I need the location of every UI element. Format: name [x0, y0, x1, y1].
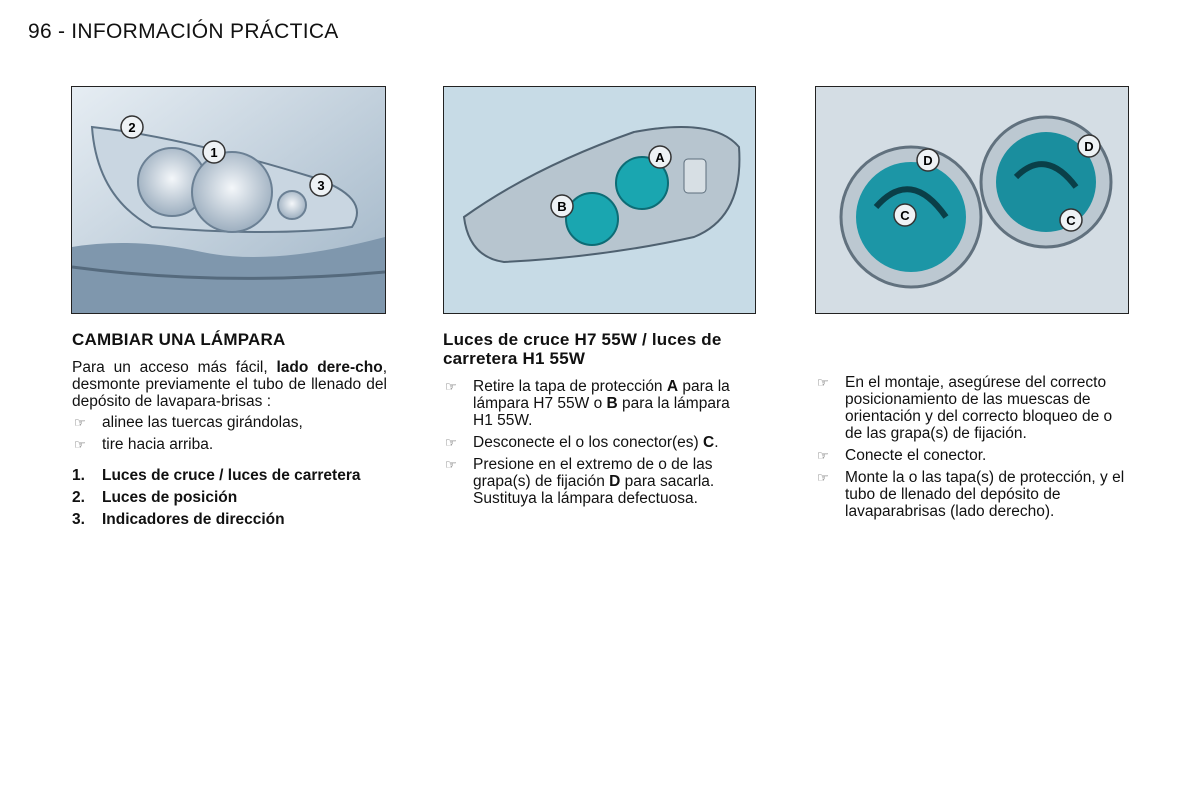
pointing-hand-icon: ☞: [817, 470, 829, 485]
list-item-text: Conecte el conector.: [845, 447, 987, 464]
list-item-text: Desconecte el o los conector(es): [473, 434, 704, 451]
intro-text: Para un acceso más fácil,: [72, 359, 277, 376]
pointing-hand-icon: ☞: [445, 379, 457, 394]
legend-item: [72, 489, 387, 506]
legend-item: [72, 467, 387, 484]
column-change-lamp: [72, 330, 387, 533]
headlamp-photo: [71, 86, 386, 314]
legend-number: 1.: [72, 467, 85, 484]
list-item-text: Retire la tapa de protección: [473, 378, 667, 395]
svg-text:1: 1: [210, 145, 218, 160]
list-item-text: para la lámpara H1 55W.: [473, 395, 730, 429]
legend-item: [72, 511, 387, 528]
callout-2: [121, 116, 143, 138]
list-item: [443, 378, 753, 429]
pointing-hand-icon: ☞: [445, 435, 457, 450]
pointing-hand-icon: ☞: [817, 375, 829, 390]
key-letter: D: [609, 473, 621, 490]
legend-text: Indicadores de dirección: [102, 511, 285, 528]
column-lamps-h7-h1: [443, 330, 753, 512]
callout-d-right: [1078, 135, 1100, 157]
list-item-text: .: [714, 434, 719, 451]
callout-c-left: [894, 204, 916, 226]
legend-text: Luces de cruce / luces de carretera: [102, 467, 361, 484]
headlamp-unit-photo: [443, 86, 756, 314]
step-list: [815, 374, 1130, 520]
list-item-text: tire hacia arriba.: [102, 436, 214, 453]
list-item: [815, 374, 1130, 442]
svg-text:A: A: [655, 150, 665, 165]
svg-text:3: 3: [317, 178, 325, 193]
callout-d-left: [917, 149, 939, 171]
legend-number: 2.: [72, 489, 85, 506]
list-item-text: para la lámpara H7 55W o: [473, 378, 730, 412]
list-item-text: Monte la o las tapa(s) de protección, y el tubo de llenado del depósito de lavaparabrisas (lado derecho).: [845, 469, 1125, 520]
intro-bold-text: lado dere-cho: [276, 359, 383, 376]
lamp-sockets-photo: [815, 86, 1129, 314]
legend-number: 3.: [72, 511, 85, 528]
header-separator: -: [57, 20, 66, 43]
callout-b: [551, 195, 573, 217]
legend-text: Luces de posición: [102, 489, 238, 506]
svg-text:D: D: [923, 153, 933, 168]
page-number: 96: [28, 20, 52, 43]
section-title-change-lamp: CAMBIAR UNA LÁMPARA: [72, 330, 286, 349]
list-item-text: En el montaje, asegúrese del correcto posicionamiento de las muescas de orientación y del correcto bloqueo de o de las grapa(s) de fijación.: [845, 374, 1113, 442]
key-letter: C: [703, 434, 715, 451]
svg-text:C: C: [900, 208, 910, 223]
legend-list: [72, 467, 387, 528]
pointing-hand-icon: ☞: [74, 437, 86, 452]
svg-text:B: B: [557, 199, 567, 214]
intro-paragraph: [72, 359, 387, 410]
callout-3: [310, 174, 332, 196]
list-item: [815, 447, 1130, 464]
list-item-text: Presione en el extremo de o de las grapa(s) de fijación: [473, 456, 713, 490]
step-list: [72, 414, 387, 453]
svg-text:D: D: [1084, 139, 1094, 154]
callout-1: [203, 141, 225, 163]
section-title-lamps: Luces de cruce H7 55W / luces de carretera H1 55W: [443, 330, 722, 368]
pointing-hand-icon: ☞: [74, 415, 86, 430]
callout-a: [649, 146, 671, 168]
pointing-hand-icon: ☞: [445, 457, 457, 472]
callout-c-right: [1060, 209, 1082, 231]
section-name: INFORMACIÓN PRÁCTICA: [71, 20, 339, 43]
intro-text-end: , desmonte previamente el tubo de llenado del depósito de lavapara-brisas :: [72, 359, 387, 410]
list-item-text: alinee las tuercas girándolas,: [102, 414, 303, 431]
svg-text:2: 2: [128, 120, 136, 135]
list-item: [443, 456, 753, 507]
list-item: [815, 469, 1130, 520]
key-letter: B: [606, 395, 618, 412]
list-item-text: para sacarla. Sustituya la lámpara defectuosa.: [473, 473, 715, 507]
svg-text:C: C: [1066, 213, 1076, 228]
column-reassembly: [815, 374, 1130, 525]
pointing-hand-icon: ☞: [817, 448, 829, 463]
list-item: [72, 436, 387, 453]
page-header: [28, 20, 339, 44]
step-list: [443, 378, 753, 507]
list-item: [72, 414, 387, 431]
key-letter: A: [666, 378, 679, 395]
list-item: [443, 434, 753, 451]
